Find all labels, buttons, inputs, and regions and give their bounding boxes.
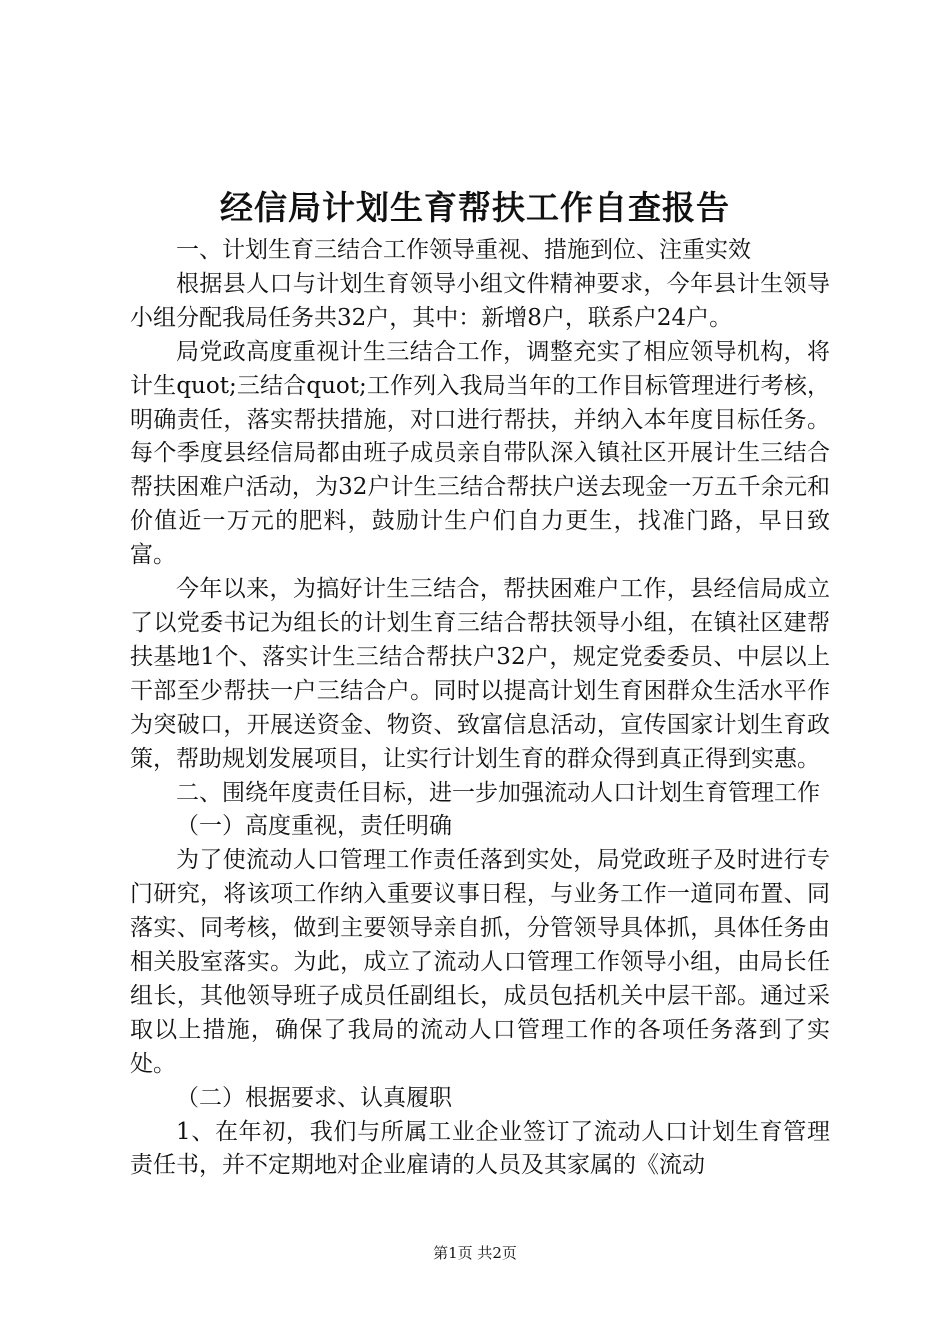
document-title: 经信局计划生育帮扶工作自查报告: [220, 188, 730, 227]
paragraph-leadership: 局党政高度重视计生三结合工作，调整充实了相应领导机构，将计生quot;三结合quot;工作列入我局当年的工作目标管理进行考核，明确责任，落实帮扶措施，对口进行帮扶，并纳入本年度目标任务。每个季度县经信局都由班子成员亲自带队深入镇社区开展计生三结合帮扶困难户活动，为32户计生三结合帮扶户送去现金一万五千余元和价值近一万元的肥料，鼓励计生户们自力更生，找准门路，早日致富。: [130, 338, 830, 569]
page-number: 第1页 共2页: [433, 1244, 517, 1262]
subsection-heading-1: （一）高度重视，责任明确: [176, 813, 452, 840]
document-body: [130, 234, 830, 1183]
subsection-heading-2: （二）根据要求、认真履职: [176, 1084, 452, 1111]
paragraph-task-allocation: 根据县人口与计划生育领导小组文件精神要求，今年县计生领导小组分配我局任务共32户，其中：新增8户，联系户24户。: [130, 270, 830, 331]
section-heading-2: 二、围绕年度责任目标，进一步加强流动人口计划生育管理工作: [176, 779, 820, 806]
section-heading-1: 一、计划生育三结合工作领导重视、措施到位、注重实效: [176, 237, 751, 263]
paragraph-item-1: 1、在年初，我们与所属工业企业签订了流动人口计划生育管理责任书，并不定期地对企业雇请的人员及其家属的《流动: [130, 1118, 830, 1179]
paragraph-responsibility: 为了使流动人口管理工作责任落到实处，局党政班子及时进行专门研究，将该项工作纳入重要议事日程，与业务工作一道同布置、同落实、同考核，做到主要领导亲自抓，分管领导具体抓，具体任务由相关股室落实。为此，成立了流动人口管理工作领导小组，由局长任组长，其他领导班子成员任副组长，成员包括机关中层干部。通过采取以上措施，确保了我局的流动人口管理工作的各项任务落到了实处。: [130, 847, 830, 1077]
paragraph-assistance-group: 今年以来，为搞好计生三结合，帮扶困难户工作，县经信局成立了以党委书记为组长的计划生育三结合帮扶领导小组，在镇社区建帮扶基地1个、落实计生三结合帮扶户32户，规定党委委员、中层以上干部至少帮扶一户三结合户。同时以提高计划生育困群众生活水平作为突破口，开展送资金、物资、致富信息活动，宣传国家计划生育政策，帮助规划发展项目，让实行计划生育的群众得到真正得到实惠。: [130, 576, 830, 772]
